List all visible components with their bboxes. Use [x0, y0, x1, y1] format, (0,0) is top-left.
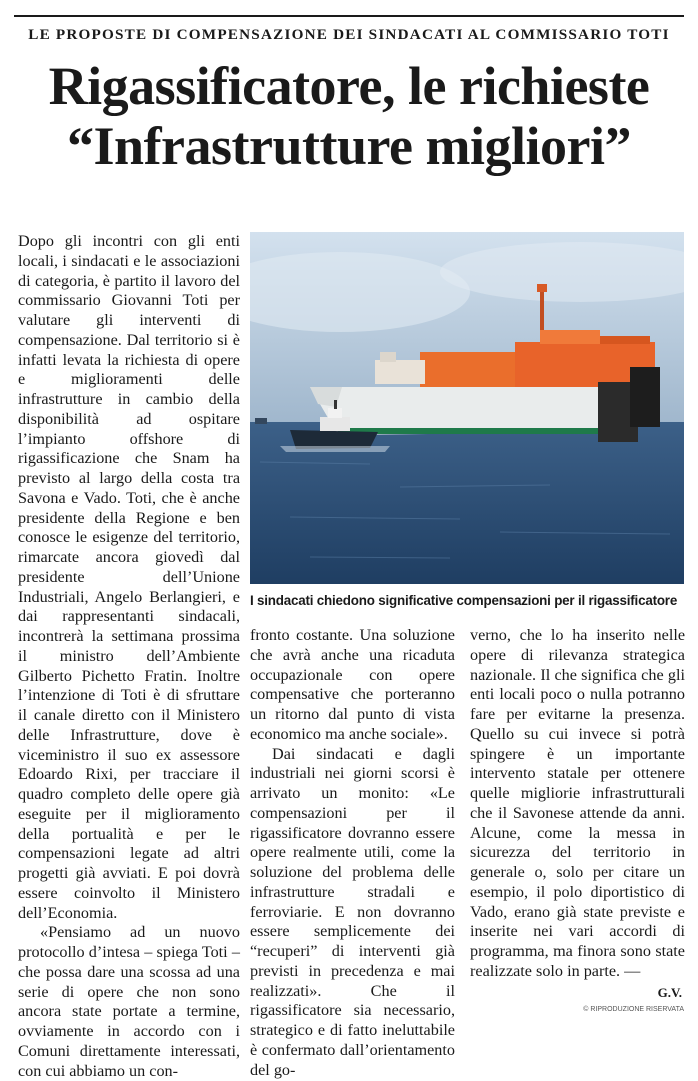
author-signature: G.V.: [657, 985, 682, 1000]
body-column-3: [470, 626, 685, 982]
paragraph-3: fronto costante. Una soluzione che avrà anche una ricaduta occupazionale con opere compensative che porteranno un ritorno dal punto di vista economico ma anche sociale».: [250, 626, 455, 743]
headline-line-2: “Infrastrutture migliori”: [67, 116, 631, 176]
top-rule: [14, 15, 684, 17]
article-photo: [250, 232, 684, 584]
body-column-1: [18, 232, 240, 1081]
copyright-notice: © RIPRODUZIONE RISERVATA: [583, 1006, 684, 1013]
paragraph-4: Dai sindacati e dagli industriali nei giorni scorsi è arrivato un monito: «Le compensazioni per il rigassificatore dovranno essere opere realmente utili, come la soluzione del problema delle infrastrutture stradali e ferroviarie. E non dovranno essere semplicemente dei “recuperi” di interventi già previsti in precedenza e mai realizzati». Che il rigassificatore sia necessario, strategico e di fatto ineluttabile è confermato dall’orientamento del go-: [250, 744, 455, 1079]
photo-caption: I sindacati chiedono significative compensazioni per il rigassificatore: [250, 593, 678, 608]
paragraph-5: verno, che lo ha inserito nelle opere di rilevanza strategica nazionale. Il che significa che gli enti locali poco o nulla potranno fare per evitarne la presenza. Quello su cui invece si potrà spingere è un importante intervento statale per ottenere quelle migliorie infrastrutturali che il Savonese attende da anni. Alcune, come la messa in sicurezza del territorio in generale o, solo per citare un esempio, il polo diportistico di Vado, erano già state previste e inserite nei vari accordi di programma, ma finora sono state realizzate solo in parte. —: [470, 626, 685, 980]
headline-line-1: Rigassificatore, le richieste: [48, 56, 650, 116]
paragraph-2: «Pensiamo ad un nuovo protocollo d’intesa – spiega Toti – che possa dare una scossa ad una serie di opere che non sono ancora state portate a termine, ovviamente in accordo con i Comuni direttamente interessati, con cui abbiamo un con-: [18, 923, 240, 1080]
body-column-2: [250, 626, 455, 1080]
article-headline: [14, 56, 684, 176]
article-kicker: LE PROPOSTE DI COMPENSAZIONE DEI SINDACATI AL COMMISSARIO TOTI: [28, 26, 670, 43]
paragraph-1: Dopo gli incontri con gli enti locali, i sindacati e le associazioni di categoria, è partito il lavoro del commissario Giovanni Toti per valutare gli interventi di compensazione. Dal territorio si è infatti levata la richiesta di opere e miglioramenti delle infrastrutture in cambio della disponibilità ad ospitare l’impianto offshore di rigassificazione che Snam ha previsto al largo della costa tra Savona e Vado. Toti, che è anche presidente della Regione e ben conosce le esigenze del territorio, rimarcate ancora giovedì dal presidente dell’Unione Industriali, Angelo Berlangieri, e dai rappresentanti sindacali, incontrerà la settimana prossima il ministro dell’Ambiente Gilberto Pichetto Fratin. Inoltre l’intenzione di Toti è di sfruttare il canale diretto con il Ministero delle Infrastrutture, dove è viceministro il suo ex assessore Edoardo Rixi, per tracciare il quadro completo delle opere già eseguite per il miglioramento della portualità e per le compensazioni legate ad altri progetti già avviati. E poi dovrà essere coinvolto il Ministero dell’Economia.: [18, 232, 240, 922]
